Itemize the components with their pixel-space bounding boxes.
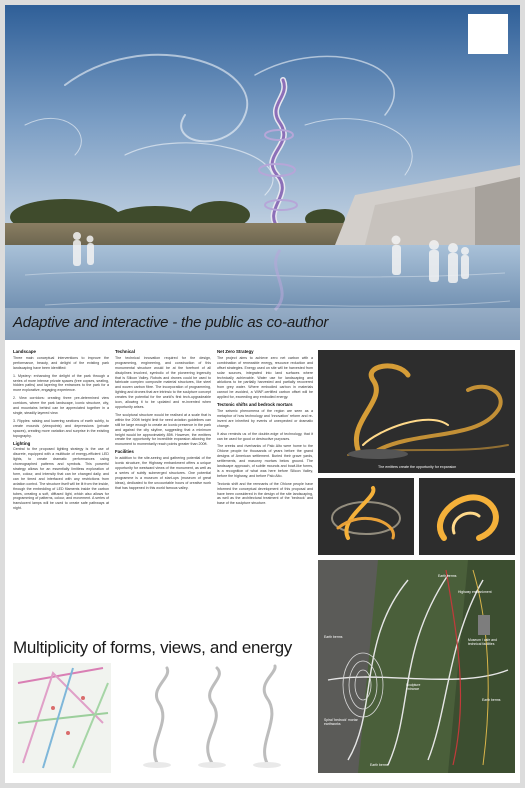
paragraph: 3. Ripples: raising and lowering sections of earth subtly, to create mounds (viewpoints) and depressions (private spaces), creating more variation and surprise in the existing topography. [13,418,109,438]
paragraph: 2. View corridors: creating three pre-determined view corridors, where the park landscape, iconic structure, city, and mountains behind can be appreciated together in a single, steadily layered view. [13,396,109,415]
column-landscape-lighting [13,350,109,514]
render-small-right-art [419,478,515,555]
paragraph: The technical innovation required for the design, programming, engineering, and construction of this monumental structure would be at the forefront of all disciplines involved, symbolic of the pioneering ingenuity that is Silicon Valley. Robots and drones could be used to fabricate complex composite material structures, like steel and woven carbon fibre. The incorporation of programming, lighting and drones that are intrinsic to the sculpture concept creates the potential for the world's first tech-upgradeable icon, allowing it to be updated and re-invented when opportunity arises. [115,355,211,409]
heading-landscape: Landscape [13,349,36,354]
label-museum: Museum / cafe and technical facilities [468,638,497,646]
paragraph: It also reminds us of the double-edge of technology, that it can be used for good or destructive purposes. [217,431,313,441]
form-studies [117,663,313,773]
paragraph: The creeks and riverbanks of Palo Alto were home to the Ohlone people for thousands of years before the grand designs of American settlement. Buried their grave yards, settlements, and masonry mortars below ground. The landscape approach, of subtle mounds and bowl-like forms, is a recognition of what was here before Silicon Valley, before the highway, and before Palo Alto. [217,444,313,478]
paragraph: Tectonic shift and the remnants of the Ohlone people have informed the conceptual development of this proposal and have been considered in the design of the site landscaping, as well as the architectural treatment of the 'bedrock' and base of the sculpture structure. [217,481,313,506]
paragraph: The project aims to achieve zero net carbon with a combination of renewable energy, resource reduction and offset strategies. Energy used on site will be harvested from solar sources, integrated into land surfaces where technically achievable. Water use for landscaping and ablutions to be partially harvested and partially recovered from grey water. Where embodied carbon in materials cannot be avoided, a WWF-certified carbon offset will be applied for, exceeding any embodied energy. [217,355,313,400]
render-caption: The emitters create the opportunity for expansion [378,465,457,469]
label-earth-berms-left: Earth berms [324,635,343,639]
render-emitters [318,350,515,473]
render-emitters-art [318,350,515,473]
site-diagram [13,663,111,773]
paragraph: The seismic phenomena of the region are seen as a metaphor of how technology and 'innovation' reform and re-invent are inherited by events of unexpected or dramatic change. [217,408,313,428]
heading-tectonic: Tectonic shifts and bedrock mortars [217,402,293,408]
hero-image [5,5,520,340]
column-technical-facilities [115,350,211,493]
render-small-left-art [318,478,414,555]
render-small-right [419,478,515,555]
hero-scene [5,5,520,340]
site-plan [318,560,515,773]
label-sculpture-entrance: Sculpture entrance [406,683,421,691]
paragraph: The sculptural structure would be realised at a scale that is within the 200ft height limit for need aviation guidelines can still be large enough to create an iconic presence in the park and against the city skyline, suggesting that a minimum height would be approximately 85ft. However, the emitters create the opportunity for incredible expansion allowing the monument to momentarily reach points greater than 200ft. [115,412,211,447]
hero-headline: Adaptive and interactive - the public as co-author [13,314,329,331]
paragraph: Three main conceptual interventions to improve the performance, beauty, and delight of the existing park landscaping have been identified: [13,355,109,370]
section-title-forms: Multiplicity of forms, views, and energy [13,638,292,657]
column-net-zero-tectonic [217,350,313,509]
render-small-left [318,478,414,555]
paragraph: 1. Mystery: enhancing the delight of the park through a series of more intense private spaces (tree copses, seating, hidden paths) and layering the entrances to the park for a more explorative, engaging experience. [13,373,109,393]
form-studies-art [117,663,313,773]
paragraph: In addition to the site-seeing and gathering potential of the iconic structure, the Highway embankment offers a unique opportunity for westward views of the monument, as well as a series of subtly submerged structures. One potential programme is a museum of start-ups (museum of great ideas), dedicated to the uncountable hours of creative work that has happened in this world famous valley. [115,456,211,490]
label-earth-berms-right: Earth berms [482,698,501,702]
site-diagram-art [13,663,111,773]
logo-placeholder [468,14,508,54]
heading-net-zero: Net Zero Strategy [217,349,254,354]
label-earth-berms-bottom: Earth berms [370,763,389,767]
heading-lighting: Lighting [13,440,31,446]
label-earth-berms-top: Earth berms [438,574,457,578]
heading-technical: Technical [115,349,135,354]
heading-facilities: Facilities [115,449,134,455]
poster [5,5,520,783]
paragraph: Central to the proposed lighting strategy is the use of discrete, equipped with a multitude of energy-efficient LED lights, to create dramatic performances using choreographed patterns and symbols. This powerful strategy allows for an essentially limitless exploration of form, colour, and intensity that can be changed daily, and can be timed and interfaced with any restrictions from aviation control. The structure itself will be lit from the inside, through the embedding of LED filaments inside the carbon tubes, creating a soft, diffused light, which also allows for programming of patterns, colour, and movement. A series of translucent lamps will be used to create safe pathways at night. [13,447,109,511]
label-spiral-earthworks: Spiral 'bedrock' mortar earthworks [324,718,358,726]
label-highway: Highway embankment [458,590,492,594]
